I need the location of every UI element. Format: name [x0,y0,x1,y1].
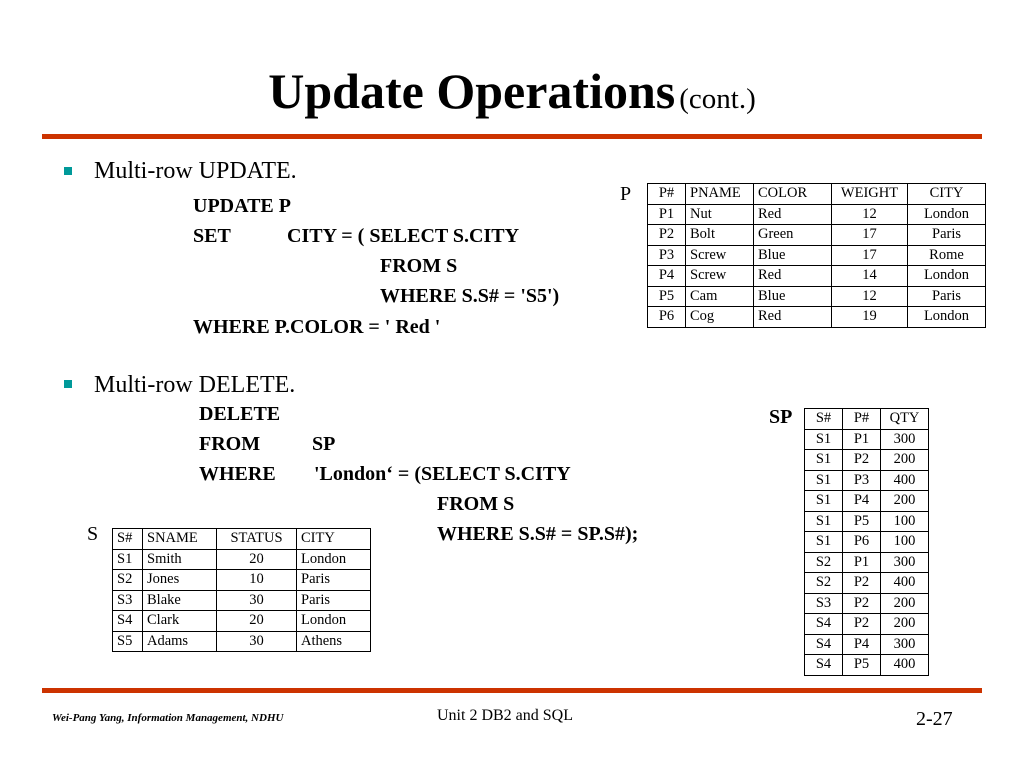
table-row [805,470,929,491]
update-sql-line: UPDATE P [193,195,291,217]
table-cell: Blue [754,286,832,307]
table-cell: S3 [805,593,843,614]
table-cell: 10 [217,570,297,591]
table-cell: 200 [881,450,929,471]
table-row [805,552,929,573]
table-cell: Athens [297,631,371,652]
table-cell: 300 [881,552,929,573]
table-cell: S5 [113,631,143,652]
column-header: CITY [908,184,986,205]
column-header: P# [843,409,881,430]
table-cell: Blue [754,245,832,266]
table-cell: 400 [881,470,929,491]
delete-sql-line: FROM [199,433,261,455]
table-cell: Rome [908,245,986,266]
table-cell: 20 [217,549,297,570]
delete-sql-line: WHERE S.S# = SP.S#); [437,523,639,545]
delete-sql-line: SP [312,433,336,455]
table-row [648,245,986,266]
table-cell: 12 [832,286,908,307]
table-cell: S1 [805,450,843,471]
update-sql-line: WHERE P.COLOR = ' Red ' [193,316,441,338]
table-p [647,183,986,328]
table-header [648,184,986,205]
table-p-label: P [620,183,632,205]
top-divider [42,134,982,139]
column-header: SNAME [143,529,217,550]
table-cell: S4 [805,655,843,676]
update-sql-line: FROM S [380,255,458,277]
table-cell: 14 [832,266,908,287]
table-cell: P2 [843,614,881,635]
table-row [113,590,371,611]
title-sub: (cont.) [679,83,756,115]
table-cell: Clark [143,611,217,632]
table-cell: Paris [297,590,371,611]
table-cell: S2 [805,552,843,573]
table-row [648,286,986,307]
table-cell: Red [754,204,832,225]
table-cell: Paris [297,570,371,591]
table-cell: S1 [805,429,843,450]
table-header [805,409,929,430]
table-cell: S2 [113,570,143,591]
table-cell: P2 [843,573,881,594]
table-row [113,549,371,570]
table-cell: P4 [648,266,686,287]
table-row [805,634,929,655]
column-header: CITY [297,529,371,550]
table-cell: Red [754,307,832,328]
table-row [648,307,986,328]
table-cell: P2 [843,593,881,614]
table-cell: S4 [805,614,843,635]
table-row [805,573,929,594]
table-row [805,491,929,512]
table-cell: P5 [843,655,881,676]
table-cell: Cam [686,286,754,307]
table-cell: P1 [843,429,881,450]
table-cell: P2 [843,450,881,471]
table-cell: 20 [217,611,297,632]
table-row [113,631,371,652]
table-cell: P3 [843,470,881,491]
table-s [112,528,371,652]
table-row [805,450,929,471]
table-row [648,225,986,246]
table-row [805,655,929,676]
table-cell: Screw [686,266,754,287]
table-cell: 400 [881,573,929,594]
column-header: S# [805,409,843,430]
table-cell: Paris [908,286,986,307]
bottom-divider [42,688,982,693]
table-cell: Red [754,266,832,287]
table-cell: London [297,549,371,570]
bullet-square-icon [64,167,72,175]
table-cell: Jones [143,570,217,591]
update-sql-line: CITY = ( SELECT S.CITY [287,225,520,247]
table-cell: 30 [217,631,297,652]
table-cell: S1 [113,549,143,570]
table-cell: P5 [843,511,881,532]
table-cell: S2 [805,573,843,594]
table-cell: 17 [832,225,908,246]
column-header: P# [648,184,686,205]
table-cell: Paris [908,225,986,246]
table-cell: S1 [805,532,843,553]
table-cell: Screw [686,245,754,266]
table-cell: P6 [843,532,881,553]
table-cell: P4 [843,634,881,655]
update-sql-line: SET [193,225,231,247]
table-cell: 30 [217,590,297,611]
table-cell: 100 [881,532,929,553]
delete-sql-line: WHERE [199,463,276,485]
table-cell: Blake [143,590,217,611]
footer-page-number: 2-27 [916,708,953,730]
table-row [805,532,929,553]
table-cell: P3 [648,245,686,266]
table-row [648,204,986,225]
table-cell: Adams [143,631,217,652]
table-cell: P2 [648,225,686,246]
table-cell: Bolt [686,225,754,246]
table-row [805,593,929,614]
table-cell: Cog [686,307,754,328]
table-sp-label: SP [769,406,793,428]
footer-author: Wei-Pang Yang, Information Management, NDHU [52,712,284,724]
table-cell: 200 [881,491,929,512]
bullet-delete: Multi-row DELETE. [94,372,296,398]
column-header: STATUS [217,529,297,550]
table-cell: S3 [113,590,143,611]
table-cell: London [297,611,371,632]
column-header: COLOR [754,184,832,205]
footer-unit: Unit 2 DB2 and SQL [437,707,573,724]
delete-sql-line: 'London‘ = (SELECT S.CITY [314,463,571,485]
table-row [648,266,986,287]
column-header: WEIGHT [832,184,908,205]
table-cell: 200 [881,614,929,635]
table-cell: Green [754,225,832,246]
table-cell: P1 [843,552,881,573]
table-cell: P5 [648,286,686,307]
column-header: PNAME [686,184,754,205]
table-cell: London [908,307,986,328]
bullet-update: Multi-row UPDATE. [94,158,297,184]
table-cell: S1 [805,511,843,532]
update-sql-line: WHERE S.S# = 'S5') [380,285,560,307]
table-row [113,611,371,632]
table-cell: 300 [881,634,929,655]
slide-title [0,62,1024,120]
table-row [805,614,929,635]
table-cell: S1 [805,491,843,512]
table-row [805,429,929,450]
table-row [805,511,929,532]
table-cell: S4 [805,634,843,655]
bullet-square-icon [64,380,72,388]
table-cell: 17 [832,245,908,266]
table-header [113,529,371,550]
column-header: QTY [881,409,929,430]
table-cell: 400 [881,655,929,676]
delete-sql-line: DELETE [199,403,281,425]
table-cell: S4 [113,611,143,632]
table-cell: 300 [881,429,929,450]
table-cell: 12 [832,204,908,225]
table-sp [804,408,929,676]
table-cell: Smith [143,549,217,570]
table-cell: London [908,204,986,225]
table-cell: Nut [686,204,754,225]
table-cell: London [908,266,986,287]
table-cell: 19 [832,307,908,328]
title-main: Update Operations [268,63,676,119]
table-s-label: S [87,523,99,545]
table-cell: S1 [805,470,843,491]
delete-sql-line: FROM S [437,493,515,515]
table-cell: P1 [648,204,686,225]
table-cell: P4 [843,491,881,512]
table-cell: 100 [881,511,929,532]
column-header: S# [113,529,143,550]
table-cell: P6 [648,307,686,328]
table-row [113,570,371,591]
table-cell: 200 [881,593,929,614]
